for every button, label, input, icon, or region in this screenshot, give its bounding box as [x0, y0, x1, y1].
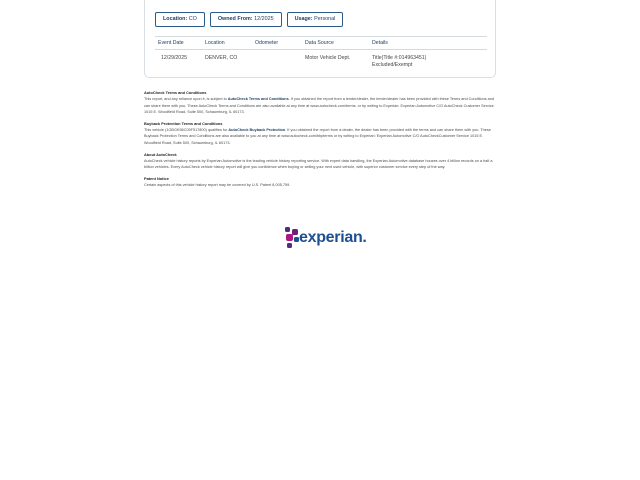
- filter-pills: [155, 12, 343, 27]
- row-details-title: Title(Title #:014963451): [372, 55, 427, 61]
- usage-filter-label: Usage:: [294, 16, 313, 22]
- experian-logo: [284, 226, 367, 250]
- buyback-text-end: . If you obtained the report from a dealer, the dealer has been provided with the terms and can share them with you. These Buyback Protection Terms and Conditions are also available to you at any time at www.autocheck.com/bbpterms or by writing to Experian: Experian Automotive C/O AutoCheckCustomer Service 1015 E. Woodfield Road, Suite 500, Schaumburg, IL 60173.: [144, 127, 491, 145]
- row-data-source: Motor Vehicle Dept.: [305, 55, 351, 61]
- terms-link[interactable]: AutoCheck Terms and Conditions: [227, 97, 289, 101]
- experian-logo-dots-icon: [284, 226, 300, 250]
- row-event-date: 12/29/2025: [161, 55, 187, 61]
- legal-notices: [144, 90, 494, 193]
- vehicle-history-card: [144, 0, 496, 78]
- about-heading: About AutoCheck: [144, 151, 177, 157]
- owned-from-filter-pill[interactable]: [210, 12, 282, 27]
- terms-heading: AutoCheck Terms and Conditions: [144, 90, 207, 95]
- experian-logo-text: experian.: [299, 229, 367, 246]
- patent-text: Certain aspects of this vehicle history report may be covered by U.S. Patent 8,005,759.: [144, 182, 291, 187]
- terms-text-start: This report, and any reliance upon it, is subject to: [144, 97, 228, 101]
- history-table-header: [155, 36, 487, 50]
- owned-from-filter-value: 12/2025: [254, 16, 274, 22]
- header-details: Details: [372, 39, 388, 46]
- buyback-link[interactable]: AutoCheck Buyback Protection: [228, 127, 286, 132]
- row-details-status: Excluded/Exempt: [372, 61, 413, 68]
- buyback-heading: Buyback Protection Terms and Conditions: [144, 120, 223, 126]
- terms-text: [144, 96, 494, 116]
- about-text: AutoCheck vehicle history reports by Experian Automotive is the leading vehicle history reporting service. With expert data handling, the Experian Automotive database houses over 4 billion records on a half a billion vehicles. Every AutoCheck vehicle history report will give you confidence when buying or selling your next used vehicle, with superior customer service every step of the way.: [144, 158, 493, 170]
- header-data-source: Data Source: [305, 40, 334, 46]
- owned-from-filter-label: Owned From:: [217, 16, 253, 22]
- location-filter-pill[interactable]: [155, 12, 205, 27]
- location-filter-value: CO: [188, 16, 197, 22]
- row-location: DENVER, CO: [205, 55, 238, 61]
- patent-heading: Patent Notice: [144, 175, 169, 181]
- history-table: [155, 36, 487, 72]
- terms-text-end: . If you obtained the report from a lender/dealer, the lender/dealer has been provided with these Terms and Conditions and can share them with you. These AutoCheck Terms and Conditions are also available at any time at www.autocheck.com/terms. or by writing to Experian: Experian Automotive C/O AutoCheck Customer Service 1015 E. Woodfield Road, Suite 500, Schaumburg, IL 60173.: [144, 97, 495, 115]
- location-filter-label: Location:: [163, 16, 188, 22]
- buyback-text-start: This vehicle (1GBGK56C05F517800) qualifies for: [144, 127, 229, 132]
- header-odometer: Odometer: [255, 40, 279, 46]
- table-row: [155, 50, 487, 72]
- row-details: [372, 55, 487, 72]
- usage-filter-value: Personal: [314, 16, 336, 22]
- row-odometer: [255, 55, 305, 72]
- usage-filter-pill[interactable]: [287, 12, 344, 27]
- header-event-date: Event Date: [158, 40, 184, 46]
- buyback-text: [144, 127, 494, 147]
- header-location: Location: [205, 40, 225, 46]
